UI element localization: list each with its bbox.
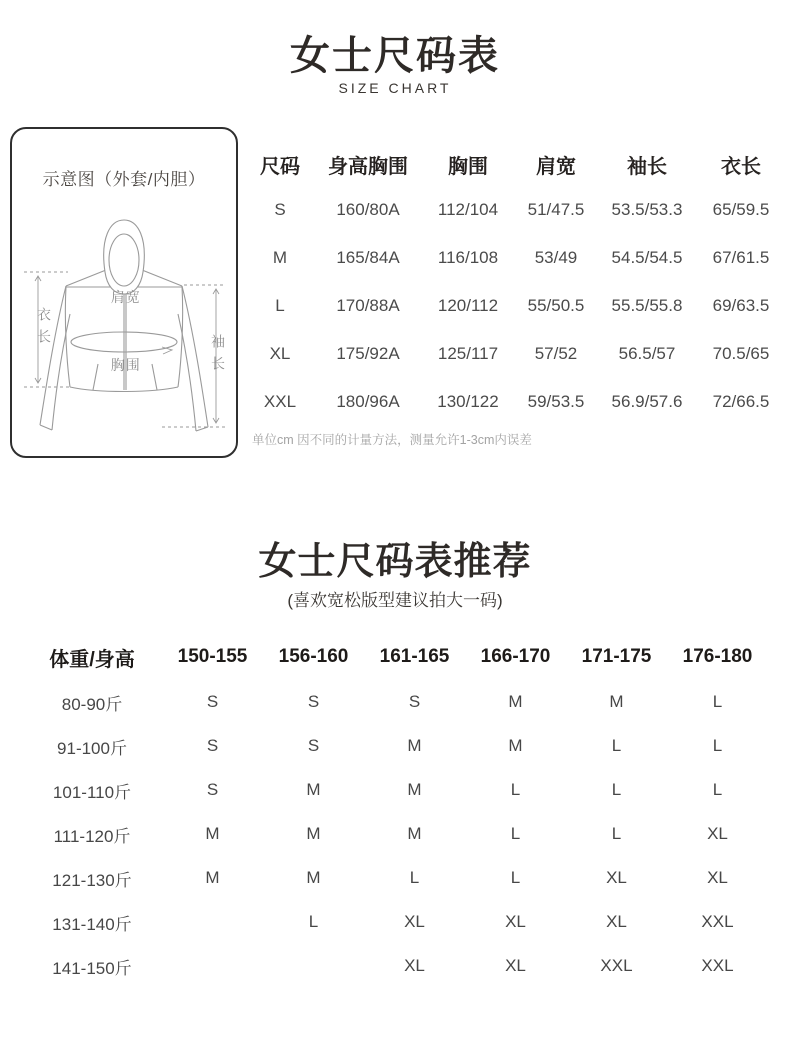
- table-cell: L: [712, 736, 723, 755]
- table-cell: M: [508, 736, 523, 755]
- column-header: 衣长: [721, 155, 761, 178]
- table-cell: M: [407, 736, 422, 755]
- table-cell: S: [408, 692, 421, 711]
- recommendation-title: 女士尺码表推荐: [258, 541, 532, 583]
- row-label: S: [274, 200, 286, 219]
- table-cell: XL: [606, 868, 627, 887]
- table-header-row: [248, 142, 788, 186]
- column-header: 150-155: [177, 646, 248, 667]
- column-header: 176-180: [682, 646, 753, 667]
- table-cell: XXL: [701, 912, 734, 931]
- column-header: 161-165: [379, 646, 450, 667]
- table-cell: XL: [707, 824, 728, 843]
- row-label: 111-120斤: [53, 826, 131, 846]
- table-cell: L: [611, 824, 622, 843]
- table-cell: S: [307, 692, 320, 711]
- garment-length-label: 衣长: [36, 307, 52, 351]
- row-label: L: [275, 296, 285, 315]
- table-cell: M: [306, 780, 321, 799]
- shoulder-width-label: 肩宽: [110, 289, 141, 305]
- table-cell: M: [306, 824, 321, 843]
- diagram-label: 示意图（外套/内胆）: [42, 170, 206, 189]
- column-header: 胸围: [448, 155, 488, 178]
- table-cell: XL: [505, 956, 526, 975]
- column-header: 166-170: [480, 646, 551, 667]
- table-cell: 55.5/55.8: [611, 296, 683, 315]
- column-header: 体重/身高: [49, 648, 135, 671]
- table-cell: 65/59.5: [712, 200, 770, 219]
- table-row: [248, 234, 788, 282]
- row-label: 101-110斤: [52, 782, 132, 802]
- table-header-row: [22, 634, 770, 680]
- table-cell: S: [206, 692, 219, 711]
- column-header: 尺码: [260, 155, 300, 178]
- table-cell: XXL: [600, 956, 633, 975]
- column-header: 身高胸围: [328, 155, 408, 178]
- table-cell: L: [510, 824, 521, 843]
- table-row: [22, 680, 770, 724]
- table-cell: 112/104: [437, 200, 499, 219]
- table-row: [22, 812, 770, 856]
- row-label: XXL: [263, 392, 297, 411]
- measurement-diagram: [10, 127, 238, 458]
- measurement-footnote: 单位cm 因不同的计量方法，测量允许1-3cm内误差: [252, 433, 532, 447]
- row-label: 131-140斤: [52, 914, 132, 934]
- table-cell: 130/122: [437, 392, 499, 411]
- table-cell: 51/47.5: [527, 200, 585, 219]
- table-cell: XL: [404, 912, 425, 931]
- table-row: [248, 186, 788, 234]
- table-cell: S: [307, 736, 320, 755]
- table-cell: S: [206, 736, 219, 755]
- row-label: M: [272, 248, 288, 267]
- table-cell: S: [206, 780, 219, 799]
- table-cell: 72/66.5: [712, 392, 770, 411]
- row-label: 141-150斤: [52, 958, 132, 978]
- table-cell: 160/80A: [336, 200, 400, 219]
- table-cell: 53.5/53.3: [611, 200, 683, 219]
- table-cell: L: [611, 780, 622, 799]
- table-cell: L: [308, 912, 319, 931]
- size-table: [248, 142, 788, 426]
- column-header: 156-160: [278, 646, 349, 667]
- table-cell: 54.5/54.5: [611, 248, 683, 267]
- table-cell: 175/92A: [336, 344, 400, 363]
- table-cell: M: [407, 824, 422, 843]
- chest-label: 胸围: [110, 357, 141, 373]
- sleeve-length-label: 袖长: [210, 334, 226, 378]
- page-subtitle: SIZE CHART: [338, 80, 452, 96]
- table-cell: L: [510, 780, 521, 799]
- table-cell: 53/49: [534, 248, 578, 267]
- table-cell: 56.9/57.6: [611, 392, 683, 411]
- table-cell: 125/117: [437, 344, 499, 363]
- page-title: 女士尺码表: [290, 34, 500, 78]
- column-header: 171-175: [581, 646, 652, 667]
- table-cell: 70.5/65: [712, 344, 770, 363]
- table-cell: 69/63.5: [712, 296, 770, 315]
- table-row: [22, 856, 770, 900]
- row-label: 121-130斤: [52, 870, 132, 890]
- table-cell: XL: [404, 956, 425, 975]
- column-header: 肩宽: [536, 155, 576, 178]
- table-cell: 55/50.5: [527, 296, 585, 315]
- column-header: 袖长: [627, 155, 667, 178]
- table-cell: L: [510, 868, 521, 887]
- table-cell: XL: [505, 912, 526, 931]
- table-cell: 56.5/57: [618, 344, 676, 363]
- table-cell: 165/84A: [336, 248, 400, 267]
- recommendation-table: [22, 634, 770, 988]
- table-row: [22, 724, 770, 768]
- table-cell: 180/96A: [336, 392, 400, 411]
- recommendation-subtitle: (喜欢宽松版型建议拍大一码): [287, 591, 503, 610]
- table-cell: 116/108: [437, 248, 499, 267]
- table-cell: 170/88A: [336, 296, 400, 315]
- table-row: [248, 378, 788, 426]
- table-row: [22, 900, 770, 944]
- table-cell: XXL: [701, 956, 734, 975]
- table-cell: 67/61.5: [712, 248, 770, 267]
- table-row: [22, 944, 770, 988]
- table-cell: XL: [707, 868, 728, 887]
- table-cell: M: [306, 868, 321, 887]
- table-row: [22, 768, 770, 812]
- table-cell: L: [712, 692, 723, 711]
- table-cell: L: [712, 780, 723, 799]
- table-cell: M: [205, 824, 220, 843]
- table-cell: L: [611, 736, 622, 755]
- table-cell: M: [508, 692, 523, 711]
- table-row: [248, 330, 788, 378]
- table-row: [248, 282, 788, 330]
- table-cell: M: [609, 692, 624, 711]
- table-cell: L: [409, 868, 420, 887]
- table-cell: 57/52: [534, 344, 578, 363]
- table-cell: XL: [606, 912, 627, 931]
- table-cell: M: [407, 780, 422, 799]
- table-cell: 59/53.5: [527, 392, 585, 411]
- table-cell: M: [205, 868, 220, 887]
- row-label: 91-100斤: [57, 738, 127, 758]
- table-cell: 120/112: [437, 296, 499, 315]
- row-label: XL: [269, 344, 291, 363]
- row-label: 80-90斤: [61, 694, 123, 714]
